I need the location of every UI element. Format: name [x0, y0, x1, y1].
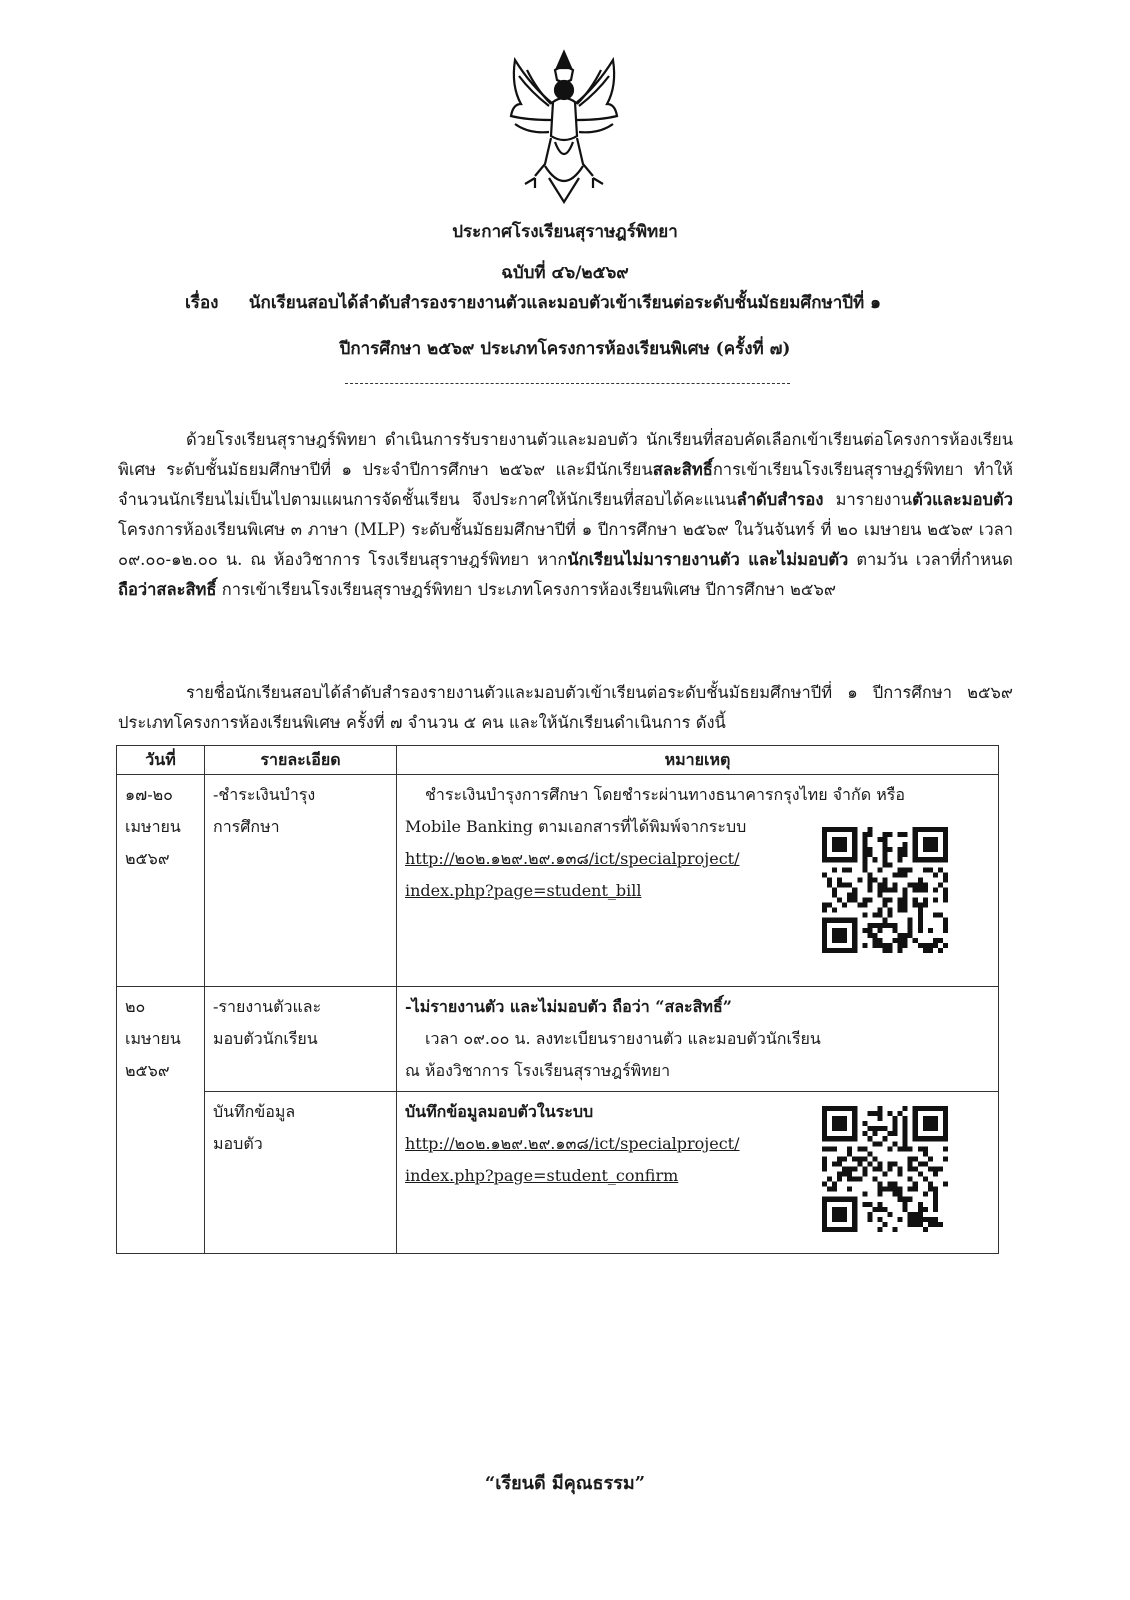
p1-bold-forfeit: สละสิทธิ์ — [652, 460, 713, 479]
qr-code-icon[interactable] — [822, 1106, 948, 1232]
row3-remark-title: บันทึกข้อมูลมอบตัวในระบบ — [405, 1102, 594, 1121]
header-detail: รายละเอียด — [205, 746, 397, 775]
announcement-number: ฉบับที่ ๔๖/๒๕๖๙ — [501, 263, 629, 283]
row2-detail-line1: -รายงานตัวและ — [213, 997, 322, 1016]
subject-label: เรื่อง — [185, 293, 219, 313]
table-header-row — [117, 746, 999, 775]
row2-detail-line2: มอบตัวนักเรียน — [213, 1029, 318, 1048]
schedule-table — [116, 745, 999, 1254]
row1-remark — [397, 775, 999, 987]
row2-date-month: เมษายน — [125, 1029, 181, 1048]
subject-continuation: ปีการศึกษา ๒๕๖๙ ประเภทโครงการห้องเรียนพิเศษ (ครั้งที่ ๗) — [339, 339, 791, 359]
row1-remark-line2: Mobile Banking ตามเอกสารที่ได้พิมพ์จากระบบ — [405, 817, 747, 836]
table-row — [117, 775, 999, 987]
p1-bold-warning: นักเรียนไม่มารายงานตัว และไม่มอบตัว — [567, 550, 849, 569]
subject-line — [185, 289, 881, 316]
p1-text-i: ตามวัน เวลาที่กำหนด — [848, 550, 1013, 569]
row2-detail — [205, 987, 397, 1092]
row2-remark-warning: -ไม่รายงานตัว และไม่มอบตัว ถือว่า “สละสิทธิ์” — [405, 997, 732, 1016]
row1-date — [117, 775, 205, 987]
row2-date — [117, 987, 205, 1254]
student-confirm-link-part1[interactable]: http://๒๐๒.๑๒๙.๒๙.๑๓๘/ict/specialproject/ — [405, 1134, 740, 1153]
p1-text-a: ด้วยโรงเรียนสุราษฎร์พิทยา ดำเนินการรับรายงานตัวและมอบตัว นักเรียนที่สอบคัดเลือกเข้าเรียนต่อโครงการห้องเรียนพิเศษ ระดับชั้นมัธยมศึกษาปีที่ ๑ ประจำปีการศึกษา ๒๕๖๙ และมีนักเรียน — [118, 430, 1013, 479]
row3-detail-line2: มอบตัว — [213, 1134, 263, 1153]
row1-date-year: ๒๕๖๙ — [125, 849, 170, 868]
row1-detail-line2: การศึกษา — [213, 817, 280, 836]
table-row — [117, 987, 999, 1092]
row2-date-year: ๒๕๖๙ — [125, 1061, 170, 1080]
p1-text-g: โครงการห้องเรียนพิเศษ ๓ ภาษา (MLP) ระดับชั้นมัธยมศึกษาปีที่ ๑ ปีการศึกษา ๒๕๖๙ ในวันจันทร์ ที่ ๒๐ เมษายน ๒๕๖๙ เวลา ๐๙.๐๐-๑๒.๐๐ น. ณ ห้องวิชาการ โรงเรียนสุราษฎร์พิทยา หาก — [118, 520, 1013, 569]
row3-detail — [205, 1092, 397, 1254]
p1-text-e: มารายงาน — [823, 490, 913, 509]
subject-text: นักเรียนสอบได้ลำดับสำรองรายงานตัวและมอบตัวเข้าเรียนต่อระดับชั้นมัธยมศึกษาปีที่ ๑ — [248, 293, 881, 313]
garuda-emblem-icon — [505, 46, 623, 204]
student-confirm-link-part2[interactable]: index.php?page=student_confirm — [405, 1166, 679, 1185]
qr-code-icon[interactable] — [822, 827, 948, 953]
row1-detail-line1: -ชำระเงินบำรุง — [213, 785, 316, 804]
announcement-title: ประกาศโรงเรียนสุราษฎร์พิทยา — [452, 222, 678, 242]
row1-date-month: เมษายน — [125, 817, 181, 836]
school-motto: “เรียนดี มีคุณธรรม” — [484, 1473, 646, 1494]
row3-remark — [397, 1092, 999, 1254]
header-date: วันที่ — [117, 746, 205, 775]
row1-remark-line1: ชำระเงินบำรุงการศึกษา โดยชำระผ่านทางธนาคารกรุงไทย จำกัด หรือ — [425, 785, 905, 804]
row3-detail-line1: บันทึกข้อมูล — [213, 1102, 296, 1121]
row2-remark-line2: เวลา ๐๙.๐๐ น. ลงทะเบียนรายงานตัว และมอบตัวนักเรียน — [425, 1029, 821, 1048]
p1-bold-deemed-forfeit: ถือว่าสละสิทธิ์ — [118, 580, 217, 599]
student-bill-link-part2[interactable]: index.php?page=student_bill — [405, 881, 642, 900]
p1-bold-reserve: ลำดับสำรอง — [736, 490, 824, 509]
body-paragraph-1 — [118, 425, 1013, 605]
student-bill-link-part1[interactable]: http://๒๐๒.๑๒๙.๒๙.๑๓๘/ict/specialproject/ — [405, 849, 740, 868]
table-row — [117, 1092, 999, 1254]
p1-text-c: การเข้าเรียนโรงเรียนสุราษฎร์พิทยา ทำให้จำนวนนักเรียนไม่เป็นไปตามแผนการจัดชั้นเรียน จึงประกาศให้นักเรียนที่สอบได้คะแนน — [118, 460, 1013, 509]
row2-remark-line3: ณ ห้องวิชาการ โรงเรียนสุราษฎร์พิทยา — [405, 1061, 671, 1080]
row2-remark — [397, 987, 999, 1092]
row1-date-day: ๑๗-๒๐ — [125, 785, 173, 804]
body-paragraph-2: รายชื่อนักเรียนสอบได้ลำดับสำรองรายงานตัวและมอบตัวเข้าเรียนต่อระดับชั้นมัธยมศึกษาปีที่ ๑ ปีการศึกษา ๒๕๖๙ ประเภทโครงการห้องเรียนพิเศษ ครั้งที่ ๗ จำนวน ๕ คน และให้นักเรียนดำเนินการ ดังนี้ — [118, 683, 1013, 732]
row2-date-day: ๒๐ — [125, 997, 146, 1016]
p1-bold-report: ตัวและมอบตัว — [912, 490, 1013, 509]
separator-dashed — [345, 383, 790, 384]
row1-detail — [205, 775, 397, 987]
p1-text-k: การเข้าเรียนโรงเรียนสุราษฎร์พิทยา ประเภทโครงการห้องเรียนพิเศษ ปีการศึกษา ๒๕๖๙ — [216, 580, 836, 599]
header-remark: หมายเหตุ — [397, 746, 999, 775]
